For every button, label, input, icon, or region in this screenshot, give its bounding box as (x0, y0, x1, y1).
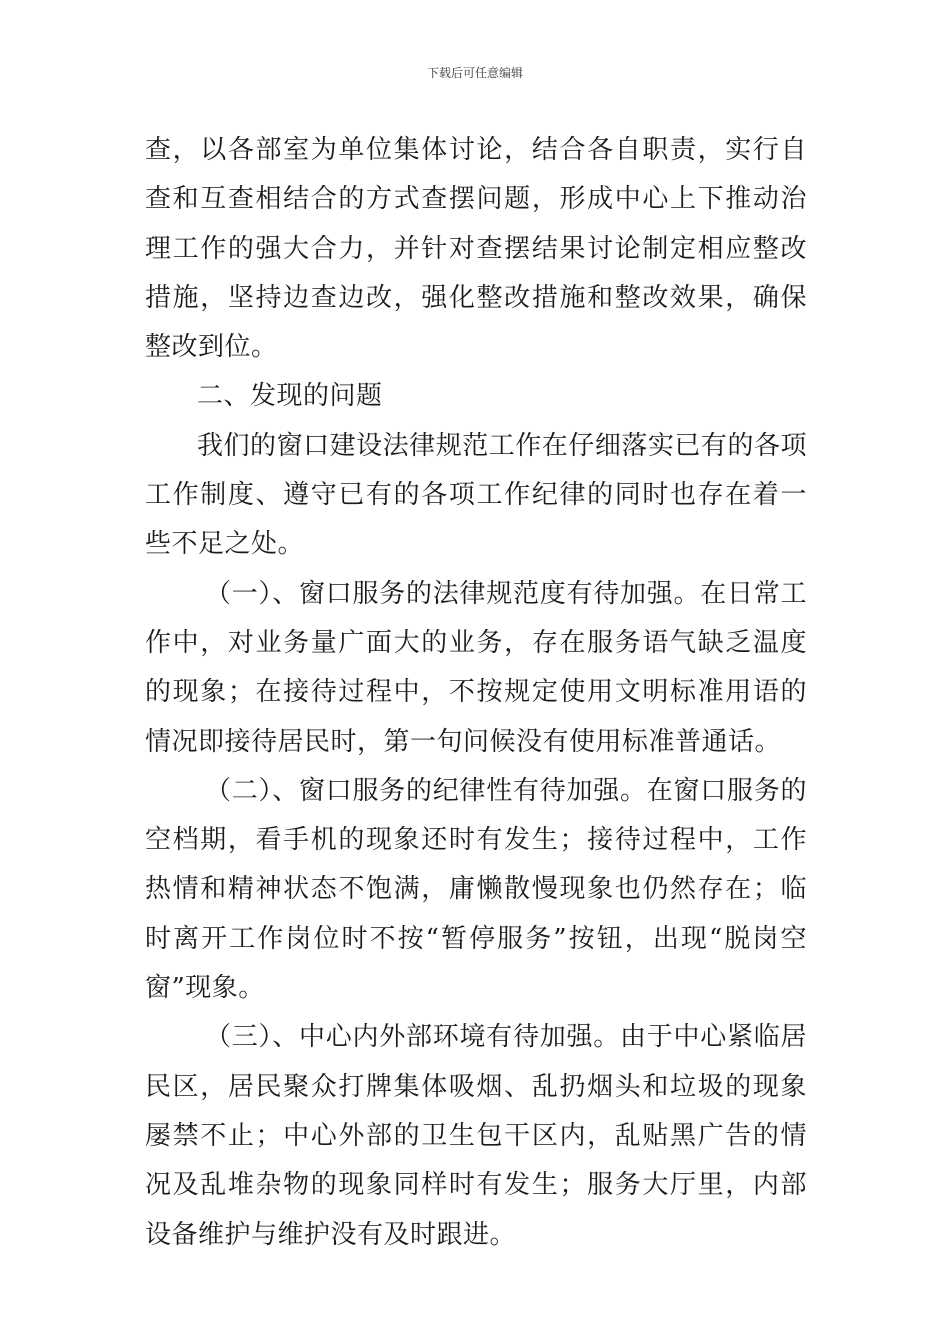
paragraph-continuation: 查，以各部室为单位集体讨论，结合各自职责，实行自查和互查相结合的方式查摆问题，形成中心上下推动治理工作的强大合力，并针对查摆结果讨论制定相应整改措施，坚持边查边改，强化整改措施和整改效果，确保整改到位。 (145, 135, 807, 363)
page-header-note: 下载后可任意编辑 (426, 66, 523, 80)
paragraph-issue-3: （三）、中心内外部环境有待加强。由于中心紧临居民区，居民聚众打牌集体吸烟、乱扔烟头和垃圾的现象屡禁不止；中心外部的卫生包干区内，乱贴黑广告的情况及乱堆杂物的现象同样时有发生；服务大厅里，内部设备维护与维护没有及时跟进。 (145, 1022, 807, 1250)
paragraph-issue-2: （二）、窗口服务的纪律性有待加强。在窗口服务的空档期，看手机的现象还时有发生；接待过程中，工作热情和精神状态不饱满，庸懒散慢现象也仍然存在；临时离开工作岗位时不按“暂停服务”按钮，出现“脱岗空窗”现象。 (145, 775, 807, 1004)
document-body (145, 126, 807, 1260)
paragraph-issue-1: （一）、窗口服务的法律规范度有待加强。在日常工作中，对业务量广面大的业务，存在服务语气缺乏温度的现象；在接待过程中，不按规定使用文明标准用语的情况即接待居民时，第一句问候没有使用标准普通话。 (145, 578, 807, 757)
section-heading: 二、发现的问题 (197, 381, 383, 412)
paragraph-intro: 我们的窗口建设法律规范工作在仔细落实已有的各项工作制度、遵守已有的各项工作纪律的同时也存在着一些不足之处。 (145, 430, 807, 560)
